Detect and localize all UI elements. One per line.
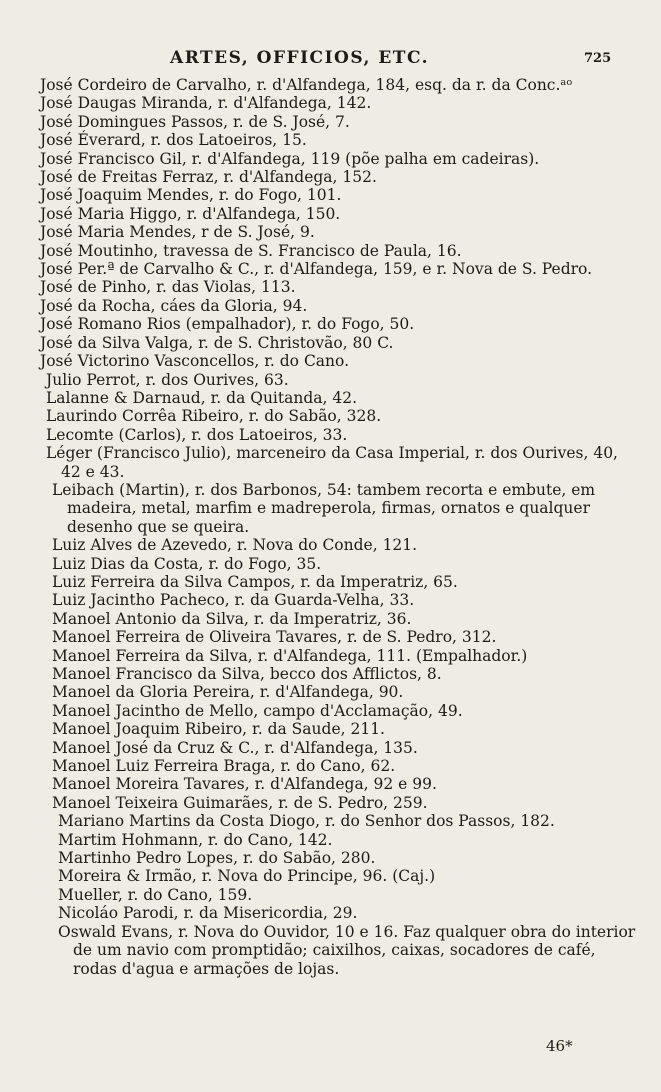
directory-entry: Oswald Evans, r. Nova do Ouvidor, 10 e 16. Faz qualquer obra do interior de um navio com promptidão; caixilhos, caixas, socadores de café, rodas d'agua e armações de lojas.: [58, 922, 636, 978]
directory-entry: José da Silva Valga, r. de S. Christovão, 80 C.: [40, 333, 394, 352]
directory-entry: Lecomte (Carlos), r. dos Latoeiros, 33.: [46, 425, 348, 444]
directory-entry: Léger (Francisco Julio), marceneiro da Casa Imperial, r. dos Ourives, 40, 42 e 43.: [46, 444, 618, 481]
directory-entry: Julio Perrot, r. dos Ourives, 63.: [46, 370, 289, 389]
directory-entry: José Maria Mendes, r de S. José, 9.: [40, 223, 315, 242]
directory-entry: José Francisco Gil, r. d'Alfandega, 119 (põe palha em cadeiras).: [40, 149, 540, 168]
directory-entry: Mariano Martins da Costa Diogo, r. do Senhor dos Passos, 182.: [58, 812, 555, 831]
directory-entry: Manoel Ferreira de Oliveira Tavares, r. de S. Pedro, 312.: [52, 628, 497, 647]
directory-entry: José de Pinho, r. das Violas, 113.: [40, 278, 296, 297]
directory-entry: Manoel Luiz Ferreira Braga, r. do Cano, 62.: [52, 757, 396, 776]
directory-entry: Nicoláo Parodi, r. da Misericordia, 29.: [58, 904, 358, 923]
directory-entry: Martim Hohmann, r. do Cano, 142.: [58, 830, 333, 849]
directory-entry: Moreira & Irmão, r. Nova do Principe, 96. (Caj.): [58, 867, 436, 886]
directory-entry: Manoel Joaquim Ribeiro, r. da Saude, 211.: [52, 720, 385, 739]
page-header: [0, 48, 661, 72]
directory-entry: Manoel Jacintho de Mello, campo d'Acclamação, 49.: [52, 701, 463, 720]
directory-entry: Manoel Ferreira da Silva, r. d'Alfandega, 111. (Empalhador.): [52, 646, 528, 665]
directory-entry: Laurindo Corrêa Ribeiro, r. do Sabão, 328.: [46, 407, 382, 426]
directory-entry: José de Freitas Ferraz, r. d'Alfandega, 152.: [40, 168, 377, 187]
directory-entry: Manoel José da Cruz & C., r. d'Alfandega, 135.: [52, 738, 418, 757]
directory-entry: José Domingues Passos, r. de S. José, 7.: [40, 112, 350, 131]
directory-entry: Leibach (Martin), r. dos Barbonos, 54: tambem recorta e embute, em madeira, metal, marfim e madreperola, firmas, ornatos e qualquer desenho que se queira.: [52, 480, 596, 536]
directory-entry: José Moutinho, travessa de S. Francisco de Paula, 16.: [40, 241, 462, 260]
directory-entry: José Éverard, r. dos Latoeiros, 15.: [40, 131, 307, 150]
directory-entry: Luiz Dias da Costa, r. do Fogo, 35.: [52, 554, 322, 573]
directory-entry: Martinho Pedro Lopes, r. do Sabão, 280.: [58, 849, 376, 868]
directory-entry: Luiz Ferreira da Silva Campos, r. da Imperatriz, 65.: [52, 572, 458, 591]
directory-entry: Manoel Moreira Tavares, r. d'Alfandega, 92 e 99.: [52, 775, 437, 794]
printer-signature-mark: 46*: [546, 1037, 573, 1055]
directory-entry: Lalanne & Darnaud, r. da Quitanda, 42.: [46, 388, 357, 407]
directory-entry: José Maria Higgo, r. d'Alfandega, 150.: [40, 204, 341, 223]
directory-entry: Luiz Alves de Azevedo, r. Nova do Conde, 121.: [52, 536, 418, 555]
directory-entry: José Cordeiro de Carvalho, r. d'Alfandega, 184, esq. da r. da Conc.ᵃᵒ: [40, 76, 573, 94]
directory-entry: Manoel da Gloria Pereira, r. d'Alfandega, 90.: [52, 683, 404, 702]
directory-entry: José da Rocha, cáes da Gloria, 94.: [40, 296, 308, 315]
directory-entry: Manoel Antonio da Silva, r. da Imperatriz, 36.: [52, 609, 412, 628]
directory-entry: Luiz Jacintho Pacheco, r. da Guarda-Velha, 33.: [52, 591, 415, 610]
directory-entry: José Per.ª de Carvalho & C., r. d'Alfandega, 159, e r. Nova de S. Pedro.: [40, 260, 593, 279]
directory-entry: José Joaquim Mendes, r. do Fogo, 101.: [40, 186, 342, 205]
directory-entry: José Daugas Miranda, r. d'Alfandega, 142.: [40, 94, 372, 113]
section-title: ARTES, OFFICIOS, ETC.: [170, 48, 430, 68]
directory-entry: José Victorino Vasconcellos, r. do Cano.: [40, 352, 350, 371]
directory-entry: José Romano Rios (empalhador), r. do Fogo, 50.: [40, 315, 415, 334]
directory-entry: Manoel Francisco da Silva, becco dos Afflictos, 8.: [52, 665, 442, 683]
page-number: 725: [584, 51, 612, 66]
directory-entry: Mueller, r. do Cano, 159.: [58, 885, 253, 904]
directory-entry: Manoel Teixeira Guimarães, r. de S. Pedro, 259.: [52, 793, 428, 812]
directory-list: [0, 76, 661, 978]
